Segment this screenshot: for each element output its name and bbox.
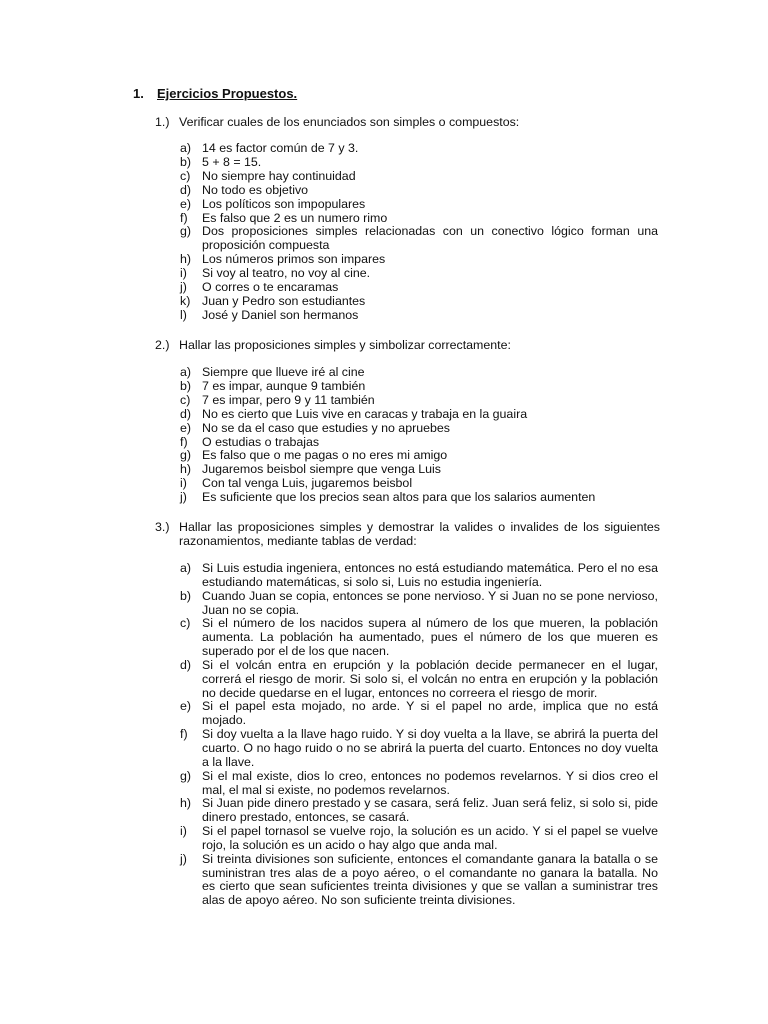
list-item — [180, 491, 658, 505]
item-label: c) — [180, 168, 191, 183]
item-text: No siempre hay continuidad — [202, 168, 356, 183]
item-label: f) — [180, 210, 188, 225]
item-label: j) — [180, 280, 187, 295]
item-text: Si el volcán entra en erupción y la población decide permanecer en el lugar, correrá el riesgo de morir. Si solo si, el volcán no entra en erupción y la población no decide quedarse en el lugar, entonces no correera el riesgo de morir. — [202, 657, 658, 700]
question-1 — [155, 115, 660, 129]
list-item — [180, 728, 658, 770]
list-item — [180, 184, 658, 198]
question-3-list — [180, 562, 658, 908]
item-text: Es suficiente que los precios sean altos para que los salarios aumenten — [202, 490, 596, 505]
list-item — [180, 253, 658, 267]
item-text: Si Juan pide dinero prestado y se casara, será feliz. Juan será feliz, si solo si, pide dinero prestado, entonces, se casará. — [202, 796, 658, 825]
item-label: g) — [180, 224, 192, 239]
item-text: Es falso que o me pagas o no eres mi amigo — [202, 448, 448, 463]
item-text: Si el número de los nacidos supera al número de los que mueren, la población aumenta. La población ha aumentado, pues el número de los que mueren es superado por el de los que nacen. — [202, 616, 658, 659]
item-text: Si voy al teatro, no voy al cine. — [202, 266, 371, 281]
item-label: g) — [180, 448, 192, 463]
list-item — [180, 225, 658, 253]
item-label: k) — [180, 293, 191, 308]
list-item — [180, 436, 658, 450]
item-text: 5 + 8 = 15. — [202, 154, 262, 169]
list-item — [180, 463, 658, 477]
item-label: e) — [180, 699, 192, 714]
question-1-text: Verificar cuales de los enunciados son simples o compuestos: — [179, 115, 520, 129]
list-item — [180, 267, 658, 281]
item-label: f) — [180, 434, 188, 449]
list-item — [180, 617, 658, 659]
item-text: No todo es objetivo — [202, 182, 309, 197]
item-text: Si treinta divisiones son suficiente, entonces el comandante ganara la batalla o se suministran tres alas de a poyo aéreo, o el comandante no ganara la batalla. No es cierto que sean suficientes treinta divisiones y que se vallan a suministrar tres alas de apoyo aéreo. No son suficiente treinta divisiones. — [202, 851, 658, 908]
list-item — [180, 477, 658, 491]
list-item — [180, 212, 658, 226]
list-item — [180, 366, 658, 380]
item-text: Si el papel esta mojado, no arde. Y si el papel no arde, implica que no está mojado. — [202, 699, 658, 728]
item-text: Dos proposiciones simples relacionadas con un conectivo lógico forman una proposición compuesta — [202, 224, 658, 253]
item-label: e) — [180, 420, 192, 435]
question-2 — [155, 338, 660, 352]
item-text: Juan y Pedro son estudiantes — [202, 293, 366, 308]
item-label: c) — [180, 616, 191, 631]
item-label: e) — [180, 196, 192, 211]
item-label: b) — [180, 378, 192, 393]
list-item — [180, 309, 658, 323]
item-label: a) — [180, 365, 192, 379]
item-label: h) — [180, 796, 192, 811]
list-item — [180, 825, 658, 853]
question-2-number: 2.) — [155, 338, 170, 352]
item-label: a) — [180, 561, 192, 575]
list-item — [180, 562, 658, 590]
item-text: Cuando Juan se copia, entonces se pone nervioso. Y si Juan no se pone nervioso, Juan no se copia. — [202, 588, 658, 617]
item-text: No se da el caso que estudies y no apruebes — [202, 420, 450, 435]
item-text: O corres o te encaramas — [202, 280, 339, 295]
list-item — [180, 170, 658, 184]
item-text: Siempre que llueve iré al cine — [202, 365, 365, 379]
item-text: Si Luis estudia ingeniera, entonces no está estudiando matemática. Pero el no esa estudiando matemáticas, si solo si, Luis no estudia ingeniería. — [202, 561, 658, 589]
item-text: 7 es impar, pero 9 y 11 también — [202, 392, 375, 407]
question-3-text: Hallar las proposiciones simples y demostrar la valides o invalides de los siguientes razonamientos, mediante tablas de verdad: — [179, 520, 660, 548]
section-title: Ejercicios Propuestos. — [157, 86, 298, 101]
item-text: Los números primos son impares — [202, 252, 386, 267]
item-text: No es cierto que Luis vive en caracas y trabaja en la guaira — [202, 406, 528, 421]
question-2-list — [180, 366, 658, 505]
item-label: b) — [180, 588, 192, 603]
section-heading — [133, 86, 297, 101]
list-item — [180, 770, 658, 798]
list-item — [180, 797, 658, 825]
question-3 — [155, 520, 660, 548]
item-text: 7 es impar, aunque 9 también — [202, 378, 366, 393]
item-label: d) — [180, 406, 192, 421]
list-item — [180, 281, 658, 295]
question-2-text: Hallar las proposiciones simples y simbolizar correctamente: — [179, 338, 511, 352]
list-item — [180, 156, 658, 170]
item-text: 14 es factor común de 7 y 3. — [202, 141, 359, 155]
question-3-number: 3.) — [155, 520, 170, 534]
list-item — [180, 853, 658, 908]
list-item — [180, 380, 658, 394]
item-label: h) — [180, 462, 192, 477]
list-item — [180, 449, 658, 463]
list-item — [180, 198, 658, 212]
item-text: Jugaremos beisbol siempre que venga Luis — [202, 462, 442, 477]
list-item — [180, 142, 658, 156]
item-label: h) — [180, 252, 192, 267]
item-text: Con tal venga Luis, jugaremos beisbol — [202, 476, 413, 491]
item-label: l) — [180, 307, 187, 322]
item-label: j) — [180, 490, 187, 505]
item-text: Si el papel tornasol se vuelve rojo, la solución es un acido. Y si el papel se vuelve rojo, la solución es un acido o hay algo que anda mal. — [202, 824, 658, 852]
item-text: Es falso que 2 es un numero rimo — [202, 210, 388, 225]
item-label: d) — [180, 657, 192, 672]
item-label: d) — [180, 182, 192, 197]
item-label: j) — [180, 851, 187, 866]
list-item — [180, 422, 658, 436]
section-number: 1. — [133, 86, 144, 101]
item-label: i) — [180, 824, 187, 839]
list-item — [180, 659, 658, 701]
item-label: i) — [180, 476, 187, 491]
item-text: O estudias o trabajas — [202, 434, 320, 449]
item-label: b) — [180, 154, 192, 169]
item-label: g) — [180, 768, 192, 783]
item-text: Los políticos son impopulares — [202, 196, 366, 211]
list-item — [180, 408, 658, 422]
item-text: José y Daniel son hermanos — [202, 307, 359, 322]
item-label: c) — [180, 392, 191, 407]
item-label: f) — [180, 727, 188, 742]
list-item — [180, 394, 658, 408]
item-text: Si doy vuelta a la llave hago ruido. Y si doy vuelta a la llave, se abrirá la puerta del cuarto. O no hago ruido o no se abrirá la puerta del cuarto. Entonces no doy vuelta a la llave. — [202, 727, 658, 769]
item-label: a) — [180, 141, 192, 155]
list-item — [180, 700, 658, 728]
question-1-list — [180, 142, 658, 323]
item-text: Si el mal existe, dios lo creo, entonces no podemos revelarnos. Y si dios creo el mal, el mal si existe, no podemos revelarnos. — [202, 768, 658, 797]
item-label: i) — [180, 266, 187, 281]
list-item — [180, 295, 658, 309]
question-1-number: 1.) — [155, 115, 170, 129]
list-item — [180, 590, 658, 618]
